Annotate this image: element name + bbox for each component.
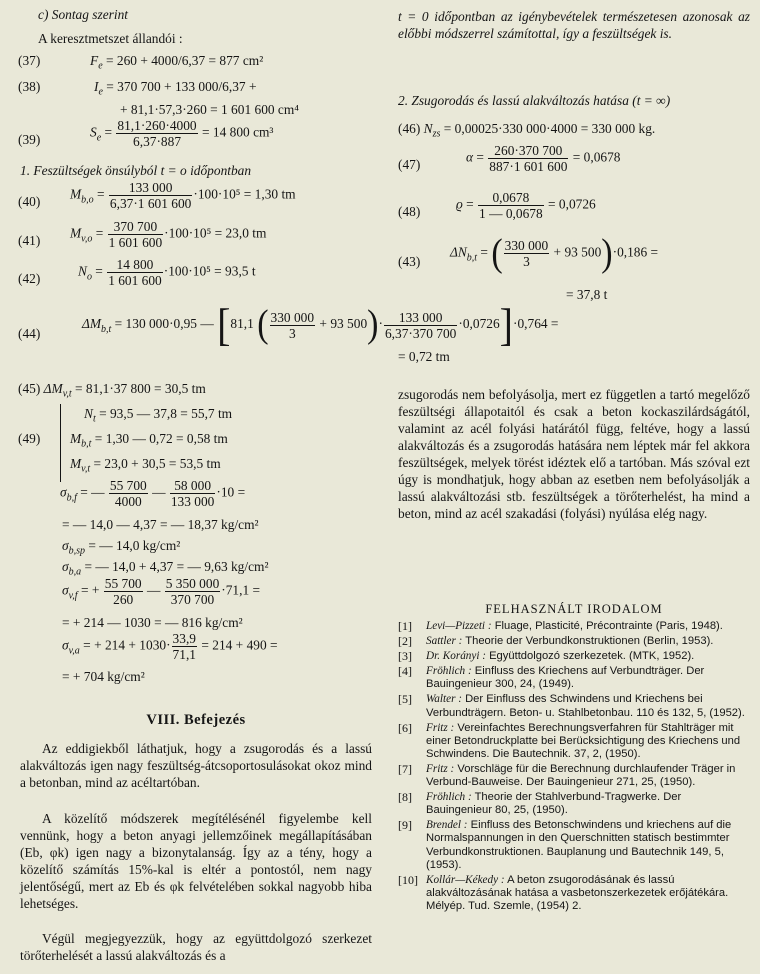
paragraph-continued: zsugorodás nem befolyásolja, mert ez független a tartó megelőző feszültségi állapotaitól és csak a beton kockaszilárdságától, valamint az acél folyási határától függ, feltéve, hogy a lassú alakváltozás és a zsugorodás hatására nem léptek már fel akkora feszültségek, melyek törést idéztek elő a tartóban. Más szóval ezt úgy is mondhatjuk, hogy abban az esetben nem befolyásolják a lassú alakváltozási stb. feszültségek a törőterhelést, ha mind a beton, mind az acél szakadási (folyási) nyúlása elég nagy.: [398, 387, 750, 521]
symbol: σ: [62, 582, 69, 598]
denominator: 370 700: [170, 592, 215, 607]
symbol: ϱ: [456, 196, 463, 212]
term: = 130 000·0,95 —: [114, 316, 214, 332]
denominator: 6,37·1 601 600: [109, 196, 192, 211]
denominator: 6,37·370 700: [384, 325, 457, 341]
symbol: M: [70, 431, 82, 446]
numerator: 330 000: [270, 309, 315, 325]
reference-text: Theorie der Verbundkonstruktionen (Berlin, 1953).: [465, 635, 714, 648]
numerator: 330 000: [504, 238, 549, 253]
rhs: ·0,764 =: [513, 316, 559, 332]
reference-author: Brendel :: [426, 819, 468, 832]
term: = —: [80, 484, 105, 500]
sigma-bf-line2: = — 14,0 — 4,37 = — 18,37 kg/cm²: [62, 517, 259, 532]
operator: —: [152, 484, 166, 500]
numerator: 260·370 700: [488, 143, 568, 159]
eq41-number: (41): [18, 233, 41, 248]
symbol: N: [423, 121, 433, 136]
reference-number: [9]: [398, 818, 412, 833]
term: = + 214 + 1030·: [83, 637, 171, 653]
rhs: = 93,5 — 37,8 = 55,7 tm: [99, 406, 233, 421]
sigma-bf: [60, 478, 245, 509]
reference-number: [8]: [398, 790, 412, 805]
sigma-bsp: [62, 537, 181, 557]
sigma-va: [62, 631, 278, 662]
term: ·0,0726: [458, 316, 500, 332]
eq46: [398, 120, 656, 140]
reference-number: [6]: [398, 720, 412, 735]
denominator: 1 601 600: [108, 273, 162, 288]
symbol: S: [90, 124, 97, 140]
paragraph-2: A közelítő módszerek megítélésénél figyelembe kell vennünk, hogy a beton anyagi jellemzőinek megállapításában (Eb, φk) igen nagy a bizonytalanság. Így az a tény, hogy a közelítő számítás 15%-kal is eltér a pontostól, nem nagy jelentőségű, mert az Eb és φk felvételében sokkal nagyobb hiba lehetséges.: [20, 811, 372, 911]
denominator: 3: [523, 254, 530, 269]
eq37: [18, 52, 40, 69]
eq37-body: [90, 52, 264, 72]
subscript: v,t: [62, 388, 72, 400]
fraction: [478, 190, 544, 221]
rhs: ·100·10⁵ = 23,0 tm: [164, 225, 267, 241]
symbol: σ: [62, 538, 69, 553]
subscript: v,f: [68, 590, 78, 602]
eq44-body: $\Delta M_{b,t} = 130$ 000·0,95 — [81,1 ( $\frac{330 000}{3}$ + 93 500)· $\frac{133 000}{6,37\cdot 370 700}$ ·0,0726]·0,764 =: [82, 298, 559, 351]
sigma-va-line2: = + 704 kg/cm²: [62, 669, 145, 684]
reference-text: Einfluss des Kriechens auf Verbundträger. Der Bauingenieur 300, 24, (1949).: [426, 665, 705, 691]
fraction: [270, 310, 316, 341]
reference-author: Sattler :: [426, 635, 463, 648]
numerator: 81,1·260·4000: [117, 118, 197, 133]
numerator: 14 800: [107, 257, 163, 273]
subscript: b,t: [466, 252, 478, 264]
rhs: = — 14,0 + 4,37 = — 9,63 kg/cm²: [84, 559, 269, 574]
eq41-body: $M_{v,o}$ = $\frac{370 700}{1 601 600}$ ·100·10⁵ = 23,0 tm: [70, 219, 267, 250]
system-brace: [60, 404, 65, 482]
rhs: ·100·10⁵ = 93,5 t: [163, 263, 256, 279]
subscript: o: [86, 271, 92, 283]
denominator: 887·1 601 600: [489, 159, 568, 174]
rhs: ·10 =: [216, 484, 246, 500]
fraction: [109, 478, 148, 509]
eq38-number: (38): [18, 79, 41, 94]
reference-item: [398, 693, 750, 719]
symbol: N: [78, 263, 87, 279]
reference-text: A beton zsugorodásának és lassú alakváltozásának hatása a vasbetonszerkezetek erőjátékára. Mélyép. Tud. Szemle, (1954) 2.: [426, 873, 729, 912]
subscript: b,a: [68, 566, 82, 578]
fraction: [107, 257, 163, 288]
rhs: = — 14,0 kg/cm²: [88, 538, 181, 553]
rhs: = 260 + 4000/6,37 = 877 cm²: [106, 53, 264, 68]
denominator: 133 000: [170, 494, 215, 509]
eq-number: (37): [18, 53, 41, 68]
operator: —: [146, 582, 161, 598]
fraction: [116, 118, 197, 149]
bracket: ]: [499, 298, 513, 351]
eq47-number: (47): [398, 157, 421, 172]
right-intro: t = 0 időpontban az igénybevételek természetesen azonosak az előbbi módszerrel számítottal, így a feszültségek is.: [398, 9, 750, 41]
eq45: [18, 380, 206, 400]
bracket: ): [601, 231, 613, 275]
fraction: [384, 310, 457, 341]
eq48-body: ϱ = $\frac{0,0678}{1 — 0,0678}$ = 0,0726: [456, 190, 596, 221]
subscript: b,f: [66, 492, 77, 504]
reference-author: Levi—Pizzeti :: [426, 620, 492, 632]
symbol: N: [84, 406, 93, 421]
eq38-body: [94, 78, 257, 98]
fraction: [108, 219, 164, 250]
reference-author: Dr. Korányi :: [426, 650, 486, 663]
subscript: e: [98, 60, 103, 72]
symbol: σ: [62, 559, 69, 574]
subscript: b,o: [81, 194, 94, 206]
rhs: = 0,00025·330 000·4000 = 330 000 kg.: [443, 121, 656, 136]
subscript: v,a: [68, 645, 80, 657]
eq49-line2: [70, 430, 228, 450]
eq-number: (46): [398, 121, 421, 136]
rhs: = 81,1·37 800 = 30,5 tm: [75, 381, 206, 396]
eq40-body: $M_{b,o}$ = $\frac{133 000}{6,37\cdot 1 601 600}$ ·100·10⁵ = 1,30 tm: [70, 180, 296, 211]
numerator: 133 000: [384, 310, 457, 326]
symbol: M: [70, 225, 82, 241]
bracket: (: [257, 303, 269, 346]
reference-author: Fritz :: [426, 721, 455, 734]
symbol: σ: [62, 637, 69, 653]
numerator: 0,0678: [478, 190, 544, 206]
symbol: ΔN: [450, 244, 467, 260]
reference-text: Einfluss des Betonschwindens und kriechens auf die Normalspannungen in den Querschnitten statisch bestimmter Verbundkonstruktionen. Bauplanung und Bautechnik 149, 5, (1953).: [426, 819, 732, 871]
reference-number: [2]: [398, 634, 412, 649]
symbol: σ: [60, 484, 67, 500]
eq44-number: (44): [18, 326, 41, 341]
fraction: [504, 238, 550, 269]
denominator: 4000: [114, 494, 142, 509]
reference-item: [398, 763, 750, 789]
reference-text: Der Einfluss des Schwindens und Kriechens bei Verbundträgern. Beton- u. Stahlbetonbau. 110 és 132, 5, (1952).: [426, 693, 745, 719]
symbol: α: [466, 149, 474, 165]
rhs: ·100·10⁵ = 1,30 tm: [193, 186, 296, 202]
rhs: = 0,0678: [572, 149, 621, 165]
eq47-body: α = $\frac{260\cdot 370 700}{887\cdot 1 601 600}$ = 0,0678: [466, 143, 621, 174]
fraction: [165, 576, 221, 607]
reference-author: Fritz :: [426, 762, 455, 775]
reference-number: [10]: [398, 872, 418, 887]
fraction: [488, 143, 568, 174]
reference-text: Theorie der Stahlverbund-Tragwerke. Der Bauingenieur 80, 25, (1950).: [426, 791, 682, 817]
subsection-2: 2. Zsugorodás és lassú alakváltozás hatása (t = ∞): [398, 93, 671, 108]
fraction: [109, 180, 192, 211]
term: 81,1: [230, 316, 254, 332]
reference-text: Vorschläge für die Berechnung durchlaufender Träger in Verbund-Bauweise. Der Bauingenieur 271, 25, (1950).: [426, 762, 736, 789]
reference-text: Vereinfachtes Berechnungsverfahren für Stahlträger mit einer Betondruckplatte bei Berücksichtigung des Kriechens und Schwindens. Die Bautechnik. 37, 2, (1950).: [426, 721, 741, 760]
subsection-1: 1. Feszültségek önsúlyból t = o időpontban: [20, 163, 252, 178]
symbol: ΔM: [82, 316, 102, 332]
rhs: = 1,30 — 0,72 = 0,58 tm: [94, 431, 228, 446]
reference-item: [398, 620, 750, 633]
reference-item: [398, 819, 750, 871]
subscript: e: [96, 132, 102, 144]
reference-text: Együttdolgozó szerkezetek. (MTK, 1952).: [489, 650, 695, 663]
eq48-number: (48): [398, 204, 421, 219]
eq49-line3: [70, 455, 221, 475]
reference-item: [398, 874, 750, 913]
term: + 93 500: [319, 316, 368, 332]
rhs: ·0,186 =: [612, 244, 659, 260]
reference-author: Kollár—Kékedy :: [426, 873, 505, 886]
denominator: 71,1: [172, 647, 196, 662]
eq42-body: $N_o$ = $\frac{14 800}{1 601 600}$ ·100·10⁵ = 93,5 t: [78, 257, 256, 288]
eq39-number: (39): [18, 132, 41, 147]
subscript: b,t: [81, 438, 92, 450]
numerator: 370 700: [108, 219, 164, 235]
bracket: [: [217, 298, 231, 351]
eq43-number: (43): [398, 254, 421, 269]
numerator: 33,9: [172, 631, 196, 646]
subscript: b,t: [101, 323, 112, 335]
references-list: [398, 620, 750, 915]
rhs: = 0,0726: [548, 196, 596, 212]
reference-text: Fluage, Plasticité, Précontrainte (Paris, 1948).: [494, 620, 723, 632]
eq39-body: $S_e$ = $\frac{81,1\cdot 260\cdot 4000}{6,37\cdot 887}$ = 14 800 cm³: [90, 118, 274, 149]
eq43-body: $\Delta N_{b,t}$ = ( $\frac{330 000}{3}$ + 93 500)·0,186 =: [450, 231, 659, 275]
references-title: FELHASZNÁLT IRODALOM: [485, 602, 663, 616]
subscript: v,t: [81, 463, 91, 475]
denominator: 260: [113, 592, 134, 607]
rhs: = 23,0 + 30,5 = 53,5 tm: [93, 456, 221, 471]
constants-intro: A keresztmetszet állandói :: [38, 31, 183, 46]
bracket: ): [367, 303, 379, 346]
section-c-title: c) Sontag szerint: [38, 7, 129, 22]
eq43-line2: = 37,8 t: [566, 287, 608, 302]
subscript: e: [98, 86, 103, 98]
sigma-vf-line2: = + 214 — 1030 = — 816 kg/cm²: [62, 615, 243, 630]
subscript: t: [92, 413, 96, 425]
reference-number: [7]: [398, 761, 412, 776]
sigma-vf: [62, 576, 260, 607]
rhs: ·71,1 =: [221, 582, 261, 598]
paragraph-3: Végül megjegyezzük, hogy az együttdolgozó szerkezet törőterhelését a lassú alakváltozás és a: [20, 931, 372, 963]
reference-item: [398, 791, 750, 817]
rhs: = 14 800 cm³: [202, 124, 274, 140]
fraction: [170, 478, 216, 509]
term: + 93 500: [553, 244, 602, 260]
paragraph-1: Az eddigiekből láthatjuk, hogy a zsugorodás és a lassú alakváltozás igen nagy feszültség-átcsoportosulásokat okoz mind a betonban, mind az acéltartóban.: [20, 741, 372, 790]
reference-item: [398, 722, 750, 761]
eq44-line2: = 0,72 tm: [398, 349, 450, 364]
numerator: 55 700: [104, 576, 142, 591]
reference-item: [398, 650, 750, 663]
subscript: v,o: [81, 233, 93, 245]
symbol: M: [70, 456, 82, 471]
section-viii-title: VIII. Befejezés: [146, 712, 246, 728]
fraction: [104, 576, 143, 607]
symbol: I: [94, 79, 99, 94]
eq-number: (45): [18, 381, 41, 396]
reference-number: [4]: [398, 664, 412, 679]
term: = +: [80, 582, 100, 598]
reference-item: [398, 665, 750, 691]
denominator: 1 601 600: [108, 235, 163, 250]
numerator: 133 000: [109, 180, 192, 196]
symbol: F: [90, 53, 99, 68]
eq49-line1: [84, 405, 233, 425]
reference-author: Fröhlich :: [426, 665, 472, 678]
reference-number: [5]: [398, 692, 412, 707]
subscript: b,sp: [68, 545, 86, 557]
sigma-ba: [62, 558, 269, 578]
denominator: 1 — 0,0678: [479, 206, 543, 221]
numerator: 5 350 000: [165, 576, 220, 591]
eq49-number: (49): [18, 431, 41, 446]
reference-number: [3]: [398, 649, 412, 664]
bracket: (: [491, 231, 503, 275]
rhs: = 214 + 490 =: [201, 637, 278, 653]
fraction: [172, 631, 197, 662]
numerator: 55 700: [109, 478, 147, 493]
subscript: zs: [432, 128, 441, 140]
rhs: = 370 700 + 133 000/6,37 +: [106, 79, 257, 94]
reference-author: Walter :: [426, 693, 462, 706]
denominator: 6,37·887: [133, 134, 182, 149]
eq40-number: (40): [18, 194, 41, 209]
symbol: ΔM: [43, 381, 63, 396]
symbol: M: [70, 186, 82, 202]
eq38-line2: + 81,1·57,3·260 = 1 601 600 cm⁴: [120, 102, 299, 117]
denominator: 3: [288, 325, 296, 341]
reference-item: [398, 635, 750, 648]
eq42-number: (42): [18, 271, 41, 286]
numerator: 58 000: [170, 478, 216, 494]
reference-number: [1]: [398, 619, 412, 633]
reference-author: Fröhlich :: [426, 791, 472, 804]
